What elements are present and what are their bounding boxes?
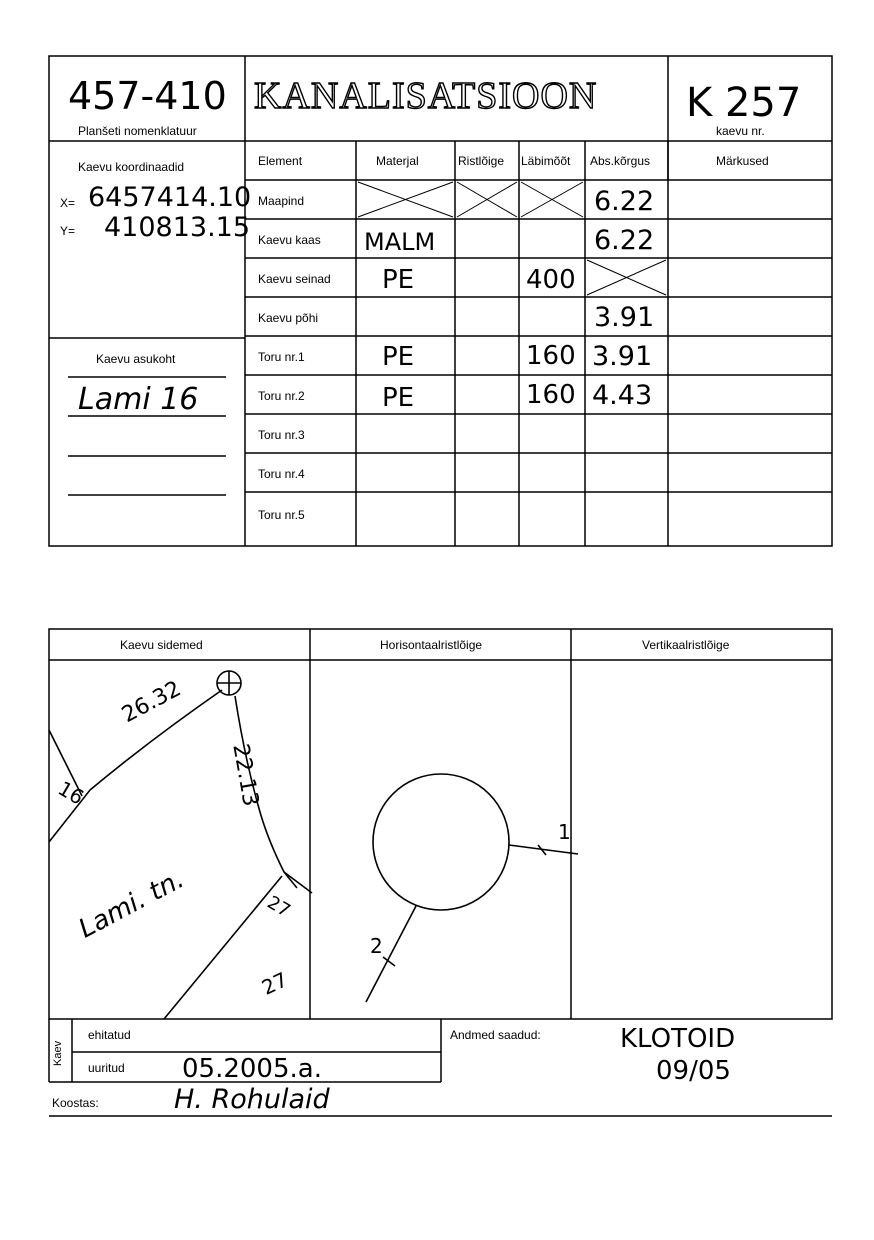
- lot-number: 27: [263, 892, 294, 922]
- data-source-label: Andmed saadud:: [450, 1028, 541, 1042]
- abs-height-value: 6.22: [594, 225, 655, 256]
- coord-x-value: 6457414.10: [88, 182, 252, 213]
- coords-label: Kaevu koordinaadid: [78, 160, 185, 174]
- lot-number: 27: [258, 967, 292, 1000]
- abs-height-value: 6.22: [594, 186, 655, 217]
- coord-y-prefix: Y=: [60, 224, 76, 238]
- material-value: PE: [382, 342, 415, 372]
- pipe-label: 2: [370, 934, 383, 958]
- distance-label: 22.13: [227, 742, 263, 809]
- composer-value: H. Rohulaid: [174, 1084, 330, 1115]
- diameter-value: 400: [526, 265, 576, 295]
- table-row-element: Kaevu põhi: [258, 311, 319, 325]
- sheet-label: Planšeti nomenklatuur: [78, 124, 197, 138]
- diameter-value: 160: [526, 380, 576, 410]
- table-row-element: Toru nr.3: [258, 428, 305, 442]
- col-cross: Ristlõige: [458, 154, 505, 168]
- material-value: PE: [382, 265, 415, 295]
- section-vertical-title: Vertikaalristlõige: [642, 638, 730, 652]
- site-sketch: [49, 671, 312, 1019]
- distance-label: 26.32: [118, 676, 186, 729]
- table-row-element: Toru nr.4: [258, 467, 305, 481]
- well-label: kaevu nr.: [716, 124, 765, 138]
- col-notes: Märkused: [716, 154, 769, 168]
- material-value: MALM: [364, 228, 436, 256]
- abs-height-value: 3.91: [594, 302, 655, 333]
- measured-value: 05.2005.a.: [182, 1054, 322, 1084]
- location-value: Lami 16: [78, 382, 199, 417]
- col-diameter: Läbimõõt: [521, 154, 571, 168]
- col-element: Element: [258, 154, 303, 168]
- pipe-label: 1: [558, 820, 571, 844]
- table-row-element: Toru nr.2: [258, 389, 305, 403]
- abs-height-value: 4.43: [592, 380, 653, 411]
- table-row-element: Kaevu kaas: [258, 233, 321, 247]
- horizontal-section: [366, 774, 578, 1002]
- built-label: ehitatud: [88, 1028, 131, 1042]
- lot-number: 16: [54, 776, 89, 810]
- material-value: PE: [382, 383, 415, 413]
- abs-height-value: 3.91: [592, 341, 653, 372]
- table-row-element: Toru nr.5: [258, 508, 305, 522]
- street-name: Lami. tn.: [74, 864, 190, 945]
- data-source-value: KLOTOID: [620, 1024, 736, 1054]
- coord-y-value: 410813.15: [104, 212, 251, 243]
- table-row-element: Toru nr.1: [258, 350, 305, 364]
- sheet-number: 457-410: [68, 74, 227, 118]
- section-horizontal-title: Horisontaalristlõige: [380, 638, 483, 652]
- col-material: Materjal: [376, 154, 419, 168]
- data-source-date: 09/05: [656, 1056, 731, 1086]
- form-title: KANALISATSIOON: [254, 75, 598, 117]
- diameter-value: 160: [526, 341, 576, 371]
- col-abs: Abs.kõrgus: [590, 154, 651, 168]
- section-links-title: Kaevu sidemed: [120, 638, 203, 652]
- location-label: Kaevu asukoht: [96, 352, 176, 366]
- table-row-element: Kaevu seinad: [258, 272, 331, 286]
- composer-label: Koostas:: [52, 1096, 99, 1110]
- well-number: K 257: [686, 80, 802, 126]
- measured-label: uuritud: [88, 1061, 125, 1075]
- table-row-element: Maapind: [258, 194, 305, 208]
- well-side-label: Kaev: [52, 1040, 64, 1066]
- coord-x-prefix: X=: [60, 196, 76, 210]
